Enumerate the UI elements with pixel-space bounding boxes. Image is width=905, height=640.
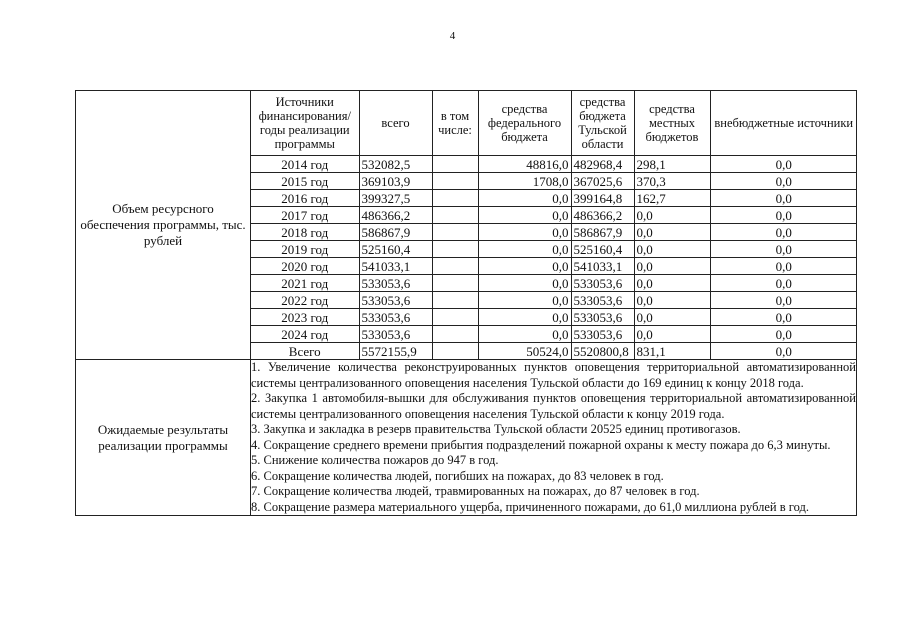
resources-row <box>76 91 857 360</box>
funding-cell <box>251 91 857 360</box>
cell-extra: 0,0 <box>710 173 857 190</box>
cell-local: 162,7 <box>634 190 710 207</box>
cell-federal: 0,0 <box>478 224 571 241</box>
cell-empty <box>432 258 478 275</box>
cell-local: 0,0 <box>634 275 710 292</box>
cell-total: 486366,2 <box>359 207 432 224</box>
cell-total: 525160,4 <box>359 241 432 258</box>
funding-row <box>251 224 857 241</box>
cell-local: 370,3 <box>634 173 710 190</box>
cell-extra: 0,0 <box>710 207 857 224</box>
cell-empty <box>432 292 478 309</box>
cell-empty <box>432 326 478 343</box>
cell-year: 2019 год <box>251 241 359 258</box>
funding-header-row <box>251 91 857 156</box>
cell-total: 533053,6 <box>359 292 432 309</box>
result-item: 5. Снижение количества пожаров до 947 в год. <box>251 453 499 467</box>
cell-extra: 0,0 <box>710 309 857 326</box>
cell-total: 5572155,9 <box>359 343 432 360</box>
cell-federal: 0,0 <box>478 190 571 207</box>
cell-federal: 0,0 <box>478 258 571 275</box>
cell-regional: 399164,8 <box>571 190 634 207</box>
cell-local: 831,1 <box>634 343 710 360</box>
cell-total: 532082,5 <box>359 156 432 173</box>
cell-empty <box>432 275 478 292</box>
result-item: 7. Сокращение количества людей, травмированных на пожарах, до 87 человек в год. <box>251 484 700 498</box>
cell-total: 533053,6 <box>359 326 432 343</box>
cell-empty <box>432 190 478 207</box>
cell-federal: 0,0 <box>478 326 571 343</box>
cell-local: 0,0 <box>634 241 710 258</box>
cell-regional: 5520800,8 <box>571 343 634 360</box>
cell-extra: 0,0 <box>710 190 857 207</box>
cell-extra: 0,0 <box>710 292 857 309</box>
funding-row <box>251 241 857 258</box>
cell-extra: 0,0 <box>710 343 857 360</box>
cell-year: 2021 год <box>251 275 359 292</box>
cell-empty <box>432 309 478 326</box>
cell-local: 0,0 <box>634 292 710 309</box>
cell-federal: 0,0 <box>478 309 571 326</box>
cell-empty <box>432 173 478 190</box>
funding-row <box>251 326 857 343</box>
cell-regional: 486366,2 <box>571 207 634 224</box>
cell-empty <box>432 156 478 173</box>
cell-federal: 50524,0 <box>478 343 571 360</box>
funding-row <box>251 275 857 292</box>
cell-year: 2018 год <box>251 224 359 241</box>
cell-local: 0,0 <box>634 326 710 343</box>
cell-federal: 0,0 <box>478 241 571 258</box>
cell-regional: 533053,6 <box>571 292 634 309</box>
cell-regional: 525160,4 <box>571 241 634 258</box>
funding-row <box>251 173 857 190</box>
result-item: 3. Закупка и закладка в резерв правительства Тульской области 20525 единиц противогазов. <box>251 422 741 436</box>
funding-row <box>251 343 857 360</box>
cell-local: 0,0 <box>634 224 710 241</box>
cell-year: 2016 год <box>251 190 359 207</box>
results-label: Ожидаемые результаты реализации программы <box>76 360 251 516</box>
cell-regional: 533053,6 <box>571 309 634 326</box>
result-item: 4. Сокращение среднего времени прибытия подразделений пожарной охраны к месту пожара до 6,3 минуты. <box>251 437 831 452</box>
header-federal: средства федерального бюджета <box>478 91 571 156</box>
cell-regional: 533053,6 <box>571 275 634 292</box>
cell-empty <box>432 343 478 360</box>
funding-row <box>251 207 857 224</box>
cell-total: 533053,6 <box>359 309 432 326</box>
cell-federal: 48816,0 <box>478 156 571 173</box>
page-number: 4 <box>449 30 456 42</box>
cell-regional: 541033,1 <box>571 258 634 275</box>
cell-local: 0,0 <box>634 207 710 224</box>
cell-extra: 0,0 <box>710 241 857 258</box>
cell-federal: 0,0 <box>478 207 571 224</box>
results-row <box>76 360 857 516</box>
result-item: 1. Увеличение количества реконструированных пунктов оповещения территориальной автоматизированной системы централизованного оповещения населения Тульской области до 169 единиц к концу 2018 года. <box>251 360 856 390</box>
cell-empty <box>432 207 478 224</box>
cell-regional: 482968,4 <box>571 156 634 173</box>
cell-total: 399327,5 <box>359 190 432 207</box>
cell-year: 2022 год <box>251 292 359 309</box>
cell-regional: 586867,9 <box>571 224 634 241</box>
funding-table <box>251 91 857 359</box>
cell-federal: 1708,0 <box>478 173 571 190</box>
cell-year: 2014 год <box>251 156 359 173</box>
cell-regional: 367025,6 <box>571 173 634 190</box>
cell-year: 2017 год <box>251 207 359 224</box>
cell-extra: 0,0 <box>710 258 857 275</box>
header-local: средства местных бюджетов <box>634 91 710 156</box>
cell-federal: 0,0 <box>478 292 571 309</box>
cell-empty <box>432 241 478 258</box>
cell-local: 0,0 <box>634 258 710 275</box>
cell-total: 586867,9 <box>359 224 432 241</box>
cell-extra: 0,0 <box>710 224 857 241</box>
resources-label: Объем ресурсного обеспечения программы, тыс. рублей <box>76 91 251 360</box>
funding-row <box>251 190 857 207</box>
cell-regional: 533053,6 <box>571 326 634 343</box>
program-passport-table <box>75 90 857 516</box>
funding-row <box>251 156 857 173</box>
funding-row <box>251 258 857 275</box>
cell-total: 533053,6 <box>359 275 432 292</box>
funding-row <box>251 309 857 326</box>
cell-extra: 0,0 <box>710 275 857 292</box>
result-item: 2. Закупка 1 автомобиля-вышки для обслуживания пунктов оповещения территориальной автоматизированной системы централизованного оповещения населения Тульской области к концу 2019 года. <box>251 391 856 421</box>
result-item: 6. Сокращение количества людей, погибших на пожарах, до 83 человек в год. <box>251 468 664 483</box>
header-total: всего <box>359 91 432 156</box>
cell-year: 2023 год <box>251 309 359 326</box>
cell-year: Всего <box>251 343 359 360</box>
header-extra: внебюджетные источники <box>710 91 857 156</box>
cell-extra: 0,0 <box>710 326 857 343</box>
cell-local: 0,0 <box>634 309 710 326</box>
funding-row <box>251 292 857 309</box>
header-regional: средства бюджета Тульской области <box>571 91 634 156</box>
cell-year: 2020 год <box>251 258 359 275</box>
header-sources: Источники финансирования/ годы реализации программы <box>251 91 359 156</box>
results-cell <box>251 360 857 516</box>
result-item: 8. Сокращение размера материального ущерба, причиненного пожарами, до 61,0 миллиона рублей в год. <box>251 499 809 514</box>
cell-extra: 0,0 <box>710 156 857 173</box>
header-including: в том числе: <box>432 91 478 156</box>
cell-federal: 0,0 <box>478 275 571 292</box>
cell-year: 2024 год <box>251 326 359 343</box>
cell-total: 541033,1 <box>359 258 432 275</box>
cell-year: 2015 год <box>251 173 359 190</box>
cell-total: 369103,9 <box>359 173 432 190</box>
cell-empty <box>432 224 478 241</box>
cell-local: 298,1 <box>634 156 710 173</box>
